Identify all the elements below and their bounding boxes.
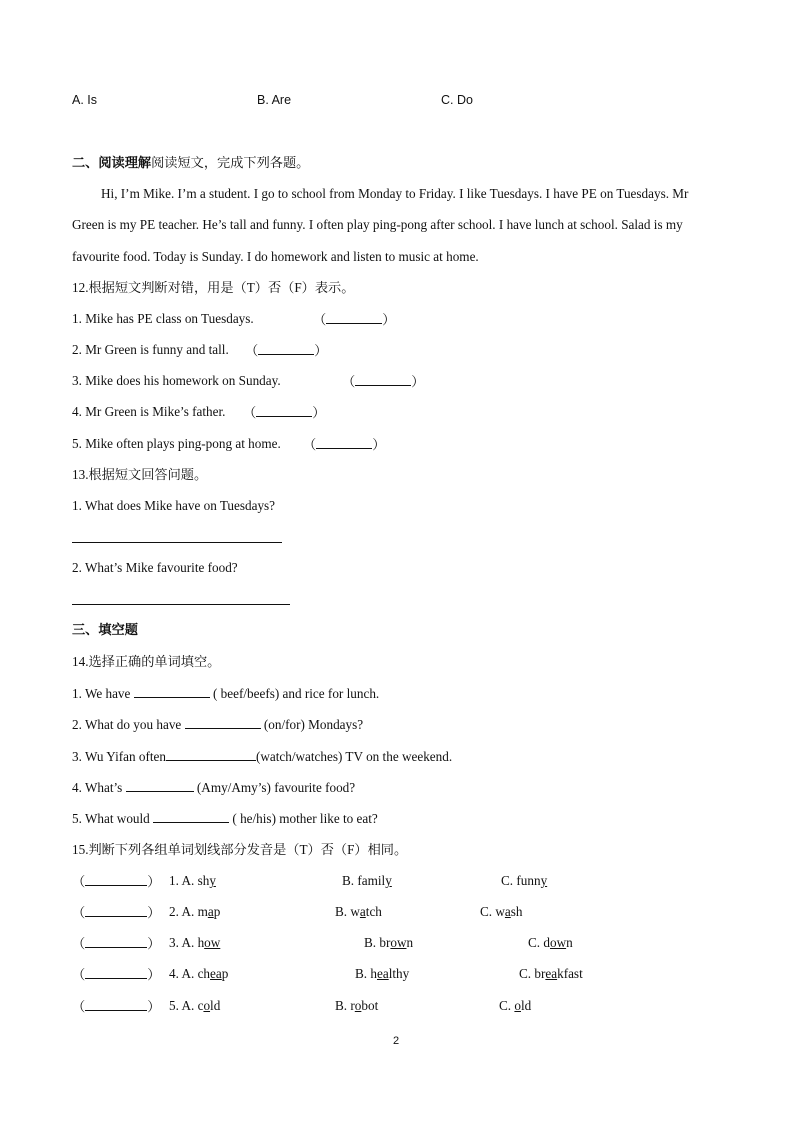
fill-item-1: 1. We have ( beef/beefs) and rice for lunch. xyxy=(72,686,380,701)
phonics-option-c-1: C. funny xyxy=(501,873,548,888)
phonics-option-c-3: C. down xyxy=(528,935,573,950)
passage-line-2: Green is my PE teacher. He’s tall and funny. I often play ping-pong after school. I have lunch at school. Salad is my xyxy=(72,217,683,232)
phonics-option-a-3: 3. A. how xyxy=(169,935,221,950)
section-heading-fill: 三、填空题 xyxy=(72,622,138,637)
phonics-option-a-1: 1. A. shy xyxy=(169,873,216,888)
phonics-answer-5[interactable]: （ ） xyxy=(72,999,161,1014)
tf-item-4: 4. Mr Green is Mike’s father. xyxy=(72,404,226,419)
phonics-option-c-2: C. wash xyxy=(480,904,523,919)
page-number: 2 xyxy=(393,1035,400,1047)
passage-line-3: favourite food. Today is Sunday. I do homework and listen to music at home. xyxy=(72,249,479,264)
phonics-answer-3[interactable]: （ ） xyxy=(72,936,161,951)
fill-item-4: 4. What’s (Amy/Amy’s) favourite food? xyxy=(72,780,356,795)
question-13-instruction: 13.根据短文回答问题。 xyxy=(72,467,208,482)
passage-line-1: Hi, I’m Mike. I’m a student. I go to school from Monday to Friday. I like Tuesdays. I have PE on Tuesdays. Mr xyxy=(101,186,689,201)
answer-line-2[interactable] xyxy=(72,604,290,605)
tf-item-5: 5. Mike often plays ping-pong at home. xyxy=(72,436,281,451)
section-heading-reading: 二、阅读理解阅读短文，完成下列各题。 xyxy=(72,155,310,170)
tf-answer-4[interactable]: （ ） xyxy=(243,405,326,420)
question-12-instruction: 12.根据短文判断对错，用是（T）否（F）表示。 xyxy=(72,280,355,295)
tf-answer-3[interactable]: （ ） xyxy=(342,374,425,389)
answer-line-1[interactable] xyxy=(72,542,282,543)
tf-item-2: 2. Mr Green is funny and tall. xyxy=(72,342,229,357)
fill-item-2: 2. What do you have (on/for) Mondays? xyxy=(72,717,364,732)
tf-answer-2[interactable]: （ ） xyxy=(245,343,328,358)
tf-item-1: 1. Mike has PE class on Tuesdays. xyxy=(72,311,254,326)
option-b: B. Are xyxy=(257,93,292,107)
tf-answer-5[interactable]: （ ） xyxy=(303,437,386,452)
phonics-option-a-5: 5. A. cold xyxy=(169,998,221,1013)
fill-blank-2[interactable] xyxy=(185,716,261,729)
phonics-option-a-4: 4. A. cheap xyxy=(169,966,229,981)
phonics-option-b-5: B. robot xyxy=(335,998,379,1013)
phonics-option-c-4: C. breakfast xyxy=(519,966,583,981)
fill-blank-4[interactable] xyxy=(126,779,194,792)
phonics-option-a-2: 2. A. map xyxy=(169,904,221,919)
fill-blank-3[interactable] xyxy=(166,748,256,761)
tf-answer-1[interactable]: （ ） xyxy=(313,312,396,327)
question-13-item-1: 1. What does Mike have on Tuesdays? xyxy=(72,498,276,513)
fill-item-5: 5. What would ( he/his) mother like to eat? xyxy=(72,811,378,826)
phonics-answer-2[interactable]: （ ） xyxy=(72,905,161,920)
phonics-option-c-5: C. old xyxy=(499,998,532,1013)
phonics-answer-4[interactable]: （ ） xyxy=(72,967,161,982)
option-a: A. Is xyxy=(72,93,98,107)
phonics-option-b-4: B. healthy xyxy=(355,966,410,981)
phonics-option-b-3: B. brown xyxy=(364,935,414,950)
phonics-option-b-2: B. watch xyxy=(335,904,382,919)
question-13-item-2: 2. What’s Mike favourite food? xyxy=(72,560,238,575)
phonics-option-b-1: B. family xyxy=(342,873,392,888)
question-15-instruction: 15.判断下列各组单词划线部分发音是（T）否（F）相同。 xyxy=(72,842,408,857)
option-c: C. Do xyxy=(441,93,473,107)
fill-blank-1[interactable] xyxy=(134,685,210,698)
fill-item-3: 3. Wu Yifan often (watch/watches) TV on the weekend. xyxy=(72,749,453,764)
phonics-answer-1[interactable]: （ ） xyxy=(72,874,161,889)
tf-item-3: 3. Mike does his homework on Sunday. xyxy=(72,373,281,388)
fill-blank-5[interactable] xyxy=(153,810,229,823)
question-14-instruction: 14.选择正确的单词填空。 xyxy=(72,654,221,669)
